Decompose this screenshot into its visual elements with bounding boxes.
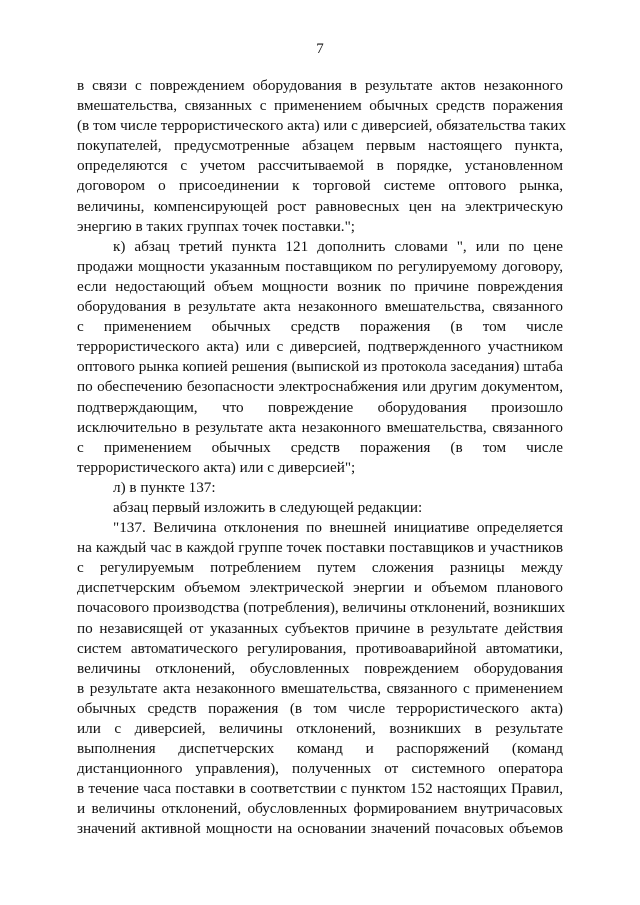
text-line: обычных средств поражения (в том числе террористического акта)	[77, 699, 563, 717]
text-line: договором о присоединении к торговой системе оптового рынка,	[77, 177, 563, 195]
text-line: продажи мощности указанным поставщиком по регулируемому договору,	[77, 257, 563, 275]
text-line: диспетчерским объемом электрической энергии и объемом планового	[77, 579, 563, 597]
text-line: л) в пункте 137:	[113, 478, 216, 496]
text-line: "137. Величина отклонения по внешней инициативе определяется	[113, 519, 563, 537]
text-line: если недостающий объем мощности возник по причине повреждения	[77, 277, 563, 295]
text-line: в результате акта незаконного вмешательства, связанного с применением	[77, 679, 563, 697]
text-line: (в том числе террористического акта) или с диверсией, обязательства таких	[77, 117, 566, 135]
text-line: по независящей от указанных субъектов причине в результате действия	[77, 619, 563, 637]
text-line: оборудования в результате акта незаконного вмешательства, связанного	[77, 298, 563, 316]
text-line: выполнения диспетчерских команд и распоряжений (команд	[77, 740, 563, 758]
text-line: величины отклонений, обусловленных повреждением оборудования	[77, 659, 563, 677]
text-line: террористического акта) или с диверсией, подтвержденного участником	[77, 338, 563, 356]
text-line: в течение часа поставки в соответствии с пунктом 152 настоящих Правил,	[77, 780, 563, 798]
text-line: систем автоматического регулирования, противоаварийной автоматики,	[77, 639, 563, 657]
text-line: почасового производства (потребления), величины отклонений, возникших	[77, 599, 566, 617]
text-line: оптового рынка копией решения (выпиской из протокола заседания) штаба	[77, 358, 563, 376]
text-line: в связи с повреждением оборудования в результате актов незаконного	[77, 77, 563, 94]
text-line: на каждый час в каждой группе точек поставки поставщиков и участников	[77, 539, 563, 557]
paragraph	[77, 518, 566, 840]
text-line: энергию в таких группах точек поставки.";	[77, 217, 356, 235]
text-line: покупателей, предусмотренные абзацем первым настоящего пункта,	[77, 137, 563, 155]
paragraph	[77, 478, 563, 498]
text-line: величины, компенсирующей рост равновесных цен на электрическую	[77, 197, 563, 215]
text-line: абзац первый изложить в следующей редакции:	[113, 498, 423, 516]
text-line: террористического акта) или с диверсией";	[77, 458, 356, 476]
text-line: с регулируемым потреблением путем сложения разницы между	[77, 559, 563, 577]
paragraph	[77, 76, 566, 237]
text-line: по обеспечению безопасности электроснабжения или другим документом,	[77, 378, 563, 396]
page-number: 7	[316, 41, 324, 57]
text-line: подтверждающим, что повреждение оборудования произошло	[77, 398, 563, 416]
text-line: определяются с учетом рассчитываемой в порядке, установленном	[77, 157, 563, 175]
text-line: и величины отклонений, обусловленных формированием внутричасовых	[77, 800, 563, 818]
text-line: значений активной мощности на основании значений почасовых объемов	[77, 820, 563, 838]
paragraph	[77, 237, 563, 478]
text-line: к) абзац третий пункта 121 дополнить словами ", или по цене	[113, 237, 563, 255]
text-line: с применением обычных средств поражения (в том числе	[77, 318, 563, 336]
document-body	[77, 76, 566, 840]
text-line: дистанционного управления), полученных от системного оператора	[77, 760, 563, 778]
text-line: исключительно в результате акта незаконного вмешательства, связанного	[77, 418, 563, 436]
paragraph	[77, 498, 563, 518]
text-line: с применением обычных средств поражения (в том числе	[77, 438, 563, 456]
text-line: вмешательства, связанных с применением обычных средств поражения	[77, 97, 563, 115]
text-line: или с диверсией, величины отклонений, возникших в результате	[77, 720, 563, 737]
